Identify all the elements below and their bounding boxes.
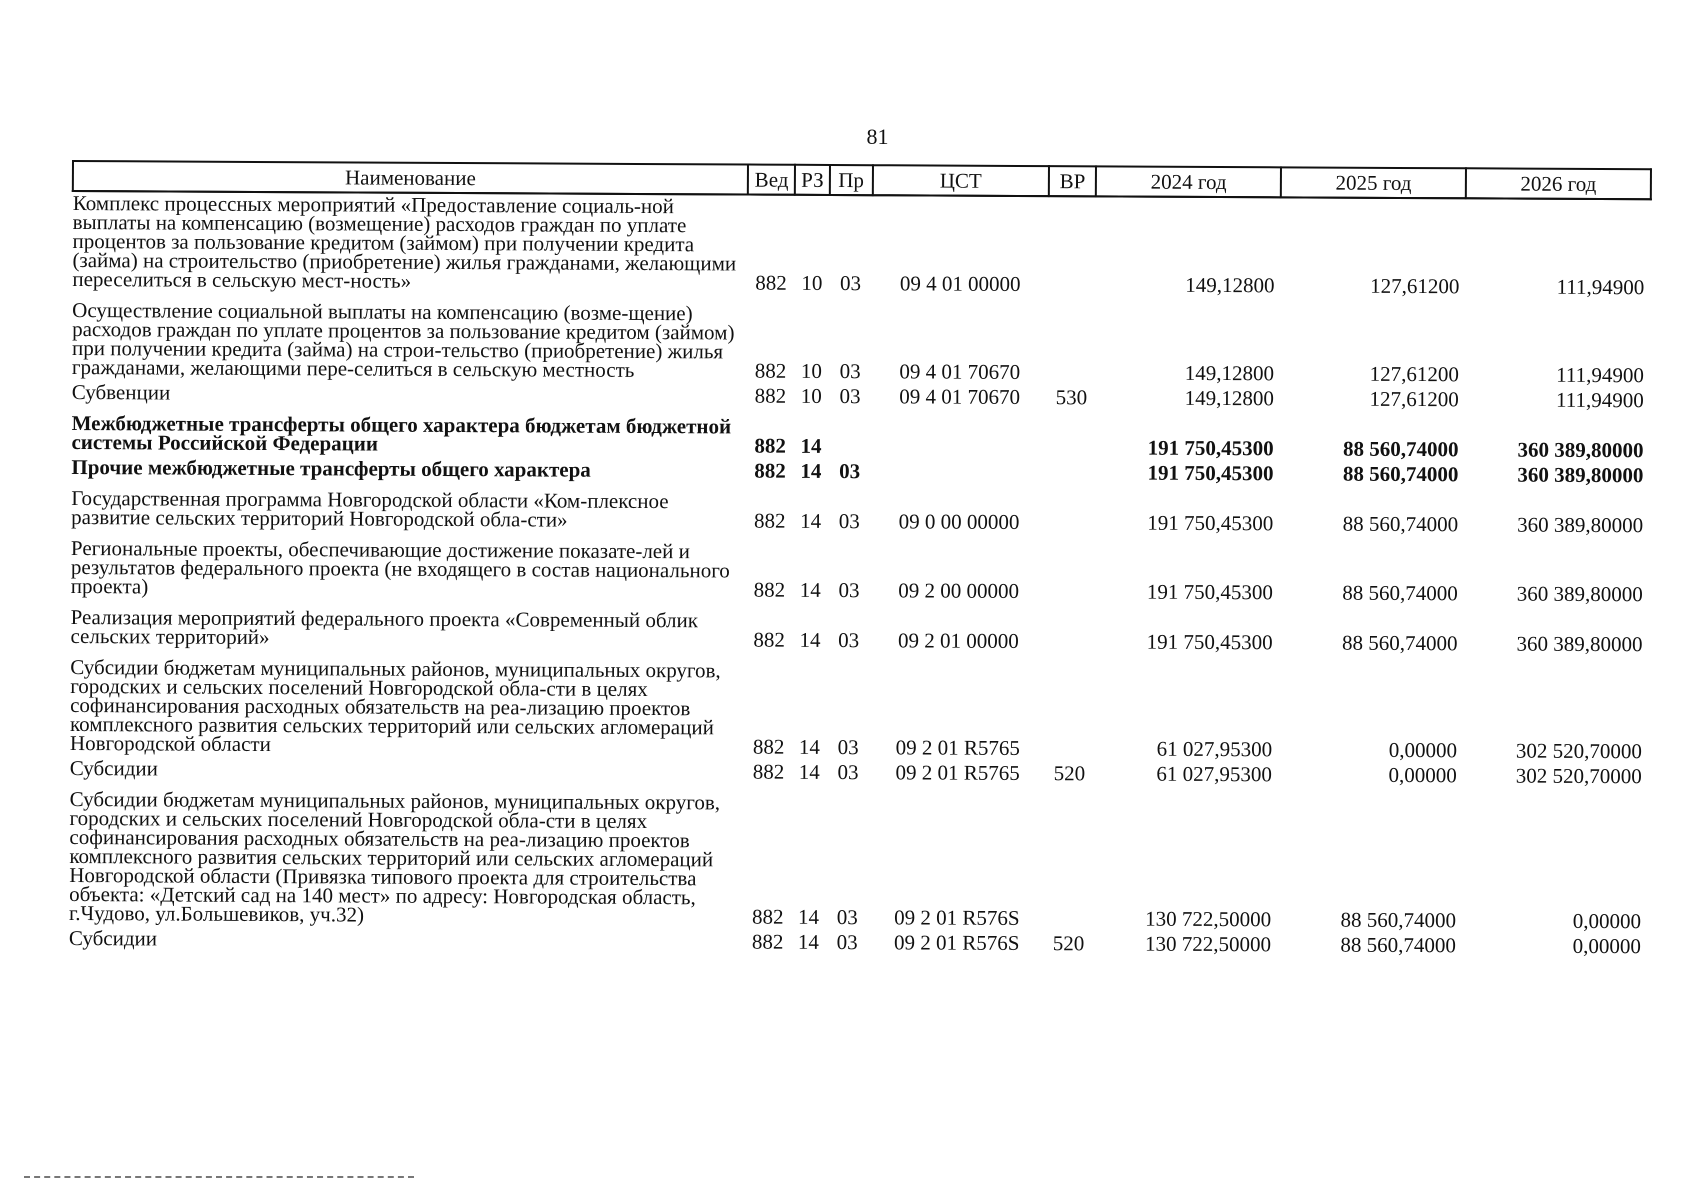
row-rz: 10 [800,383,822,408]
row-ved: 882 [753,577,786,602]
row-amount-2025: 88 560,74000 [1340,907,1457,933]
row-vr: 520 [1052,931,1085,956]
row-rz: 14 [798,734,821,759]
row-amount-2024: 149,12800 [1184,385,1275,411]
row-amount-2024: 191 750,45300 [1146,579,1273,605]
row-ved: 882 [751,904,784,929]
row-name: Субсидии бюджетам муниципальных районов, муниципальных округов, городских и сельских поселений Новгородской обла-сти в целях софинансирования расходных обязательств на реа-лизацию проектов комплексного развития сельских территорий или сельских агломераций Новгородской области [69,654,721,757]
row-name: Субсидии [69,755,159,781]
row-amount-2024: 191 750,45300 [1147,510,1274,536]
row-vr [1048,298,1096,386]
row-cst [871,460,1047,486]
row-rz: 14 [800,433,822,458]
row-ved: 882 [752,734,785,759]
row-amount-2024: 61 027,95300 [1156,761,1273,787]
row-amount-2024: 61 027,95300 [1156,736,1273,762]
row-name: Субсидии [68,925,158,951]
row-vr [1046,605,1094,655]
row-cst [871,410,1048,461]
row-rz: 10 [800,358,822,383]
row-pr: 03 [838,578,860,603]
row-vr [1047,411,1095,461]
row-amount-2026: 302 520,70000 [1515,763,1642,789]
row-amount-2024: 149,12800 [1185,272,1275,298]
row-ved: 882 [754,358,787,383]
row-vr [1047,536,1095,605]
row-vr [1047,486,1095,536]
row-ved: 882 [751,929,784,954]
row-pr [828,410,871,460]
row-name: Субвенции [71,380,171,405]
table-row [72,293,1650,389]
page-number: 81 [866,124,889,149]
row-amount-2024: 130 722,50000 [1145,931,1272,957]
row-vr: 520 [1053,761,1086,786]
table-row [71,481,1649,539]
row-amount-2024: 149,12800 [1184,360,1275,386]
row-ved: 882 [755,270,787,295]
column-header-2024: 2024 год [1096,166,1281,197]
row-amount-2026: 360 389,80000 [1517,437,1644,463]
row-amount-2026: 360 389,80000 [1516,581,1643,607]
row-pr: 03 [837,735,859,760]
row-amount-2025: 0,00000 [1388,737,1458,763]
column-header-2025: 2025 год [1281,167,1466,198]
row-ved: 882 [754,458,786,483]
row-amount-2025: 127,61200 [1369,361,1460,387]
table-row [70,600,1648,658]
row-name: Прочие межбюджетные трансферты общего характера [71,455,591,482]
row-cst: 09 2 01 R576S [894,905,1020,930]
row-amount-2025: 0,00000 [1388,762,1457,788]
row-rz: 14 [798,759,820,784]
row-vr [1046,655,1094,762]
row-name: Региональные проекты, обеспечивающие достижение показате-лей и результатов федерального проекта (не входящего в состав национального проекта) [70,536,730,599]
row-vr [1048,196,1096,298]
row-name: Межбюджетные трансферты общего характера бюджетам бюджетной системы Российской Федерации [71,411,732,456]
row-amount-2025: 127,61200 [1370,273,1460,299]
row-rz: 10 [801,270,823,295]
row-cst: 09 0 00 00000 [898,509,1020,534]
row-amount-2026: 111,94900 [1556,362,1644,388]
row-rz: 14 [799,627,821,652]
row-rz: 14 [800,458,822,483]
row-amount-2024: 130 722,50000 [1145,906,1272,932]
row-amount-2025: 88 560,74000 [1340,932,1457,958]
row-pr: 03 [839,359,861,384]
table-row [70,650,1649,765]
row-amount-2025: 88 560,74000 [1342,511,1459,537]
row-cst: 09 4 01 00000 [899,271,1021,296]
row-amount-2024: 191 750,45300 [1147,435,1274,461]
row-amount-2026: 111,94900 [1556,274,1645,300]
row-amount-2026: 111,94900 [1555,387,1644,413]
row-amount-2024: 191 750,45300 [1147,460,1274,486]
row-cst: 09 2 01 R576S [893,930,1020,955]
table-row [71,531,1649,608]
column-header-name: Наименование [73,161,748,195]
column-header-vr: ВР [1049,166,1096,196]
row-amount-2026: 0,00000 [1572,908,1642,934]
row-pr: 03 [840,271,862,296]
column-header-cst: ЦСТ [873,165,1049,196]
row-amount-2026: 360 389,80000 [1516,631,1643,657]
row-rz: 14 [798,904,820,929]
row-rz: 14 [797,929,820,954]
row-vr [1045,787,1093,932]
row-cst: 09 4 01 70670 [899,384,1021,409]
row-ved: 882 [754,383,787,408]
row-ved: 882 [752,759,785,784]
row-name: Реализация мероприятий федерального проекта «Современный облик сельских территорий» [70,604,699,650]
row-pr: 03 [839,384,861,409]
column-header-ved: Вед [748,165,795,195]
row-cst: 09 2 01 00000 [897,628,1019,653]
row-amount-2026: 360 389,80000 [1517,512,1644,538]
row-pr: 03 [836,930,858,955]
row-cst: 09 2 01 R5765 [895,760,1020,785]
row-rz: 14 [799,577,821,602]
row-vr [1047,461,1094,486]
row-amount-2025: 88 560,74000 [1342,461,1459,487]
row-pr: 03 [838,628,860,653]
column-header-pr: Пр [830,165,873,195]
row-amount-2024: 191 750,45300 [1146,629,1273,655]
row-name: Субсидии бюджетам муниципальных районов, муниципальных округов, городских и сельских поселений Новгородской обла-сти в целях софинансирования расходных обязательств на реа-лизацию проектов комплексного развития сельских территорий или сельских агломераций Новгородской области (Привязка типового проекта для строительства объекта: «Детский сад на 140 мест» по адресу: Новгородская область, г.Чудово, ул.Большевиков, уч.32) [68,786,721,927]
row-amount-2025: 127,61200 [1369,386,1459,412]
row-name: Осуществление социальной выплаты на компенсацию (возме-щение) расходов граждан по уплате процентов за пользование кредитом (займом) при получении кредита (займа) на строи-тельство (приобретение) жилья гражданами, желающими пере-селиться в сельскую местность [71,298,735,382]
row-name: Государственная программа Новгородской области «Ком-плексное развитие сельских территорий Новгородской обла-сти» [71,486,669,532]
row-pr: 03 [839,459,861,484]
row-name: Комплекс процессных мероприятий «Предоставление социаль-ной выплаты на компенсацию (возмещение) расходов граждан по уплате процентов за пользование кредитом (займом) при получении кредита (займа) на строительство (приобретение) жилья гражданами, желающими переселиться в сельскую мест-ность» [72,191,737,293]
budget-table [68,160,1652,960]
row-amount-2025: 88 560,74000 [1341,630,1458,656]
row-pr: 03 [838,509,860,534]
row-amount-2026: 360 389,80000 [1517,462,1644,488]
row-cst: 09 2 00 00000 [898,578,1020,603]
row-pr: 03 [837,760,859,785]
table-row [72,191,1651,301]
row-rz: 14 [800,508,822,533]
bottom-rule [24,1176,414,1178]
column-header-rz: РЗ [795,165,830,195]
row-amount-2025: 88 560,74000 [1342,436,1459,462]
row-ved: 882 [754,433,787,458]
row-amount-2026: 302 520,70000 [1515,738,1642,764]
row-cst: 09 4 01 70670 [899,359,1021,384]
row-amount-2025: 88 560,74000 [1342,580,1458,606]
row-vr: 530 [1055,385,1088,410]
row-ved: 882 [753,627,785,652]
table-body [69,191,1651,960]
column-header-2026: 2026 год [1466,168,1651,199]
table-row [69,782,1648,935]
row-cst: 09 2 01 R5765 [895,735,1020,760]
row-amount-2026: 0,00000 [1572,933,1641,959]
row-ved: 882 [753,508,786,533]
row-pr: 03 [836,905,858,930]
